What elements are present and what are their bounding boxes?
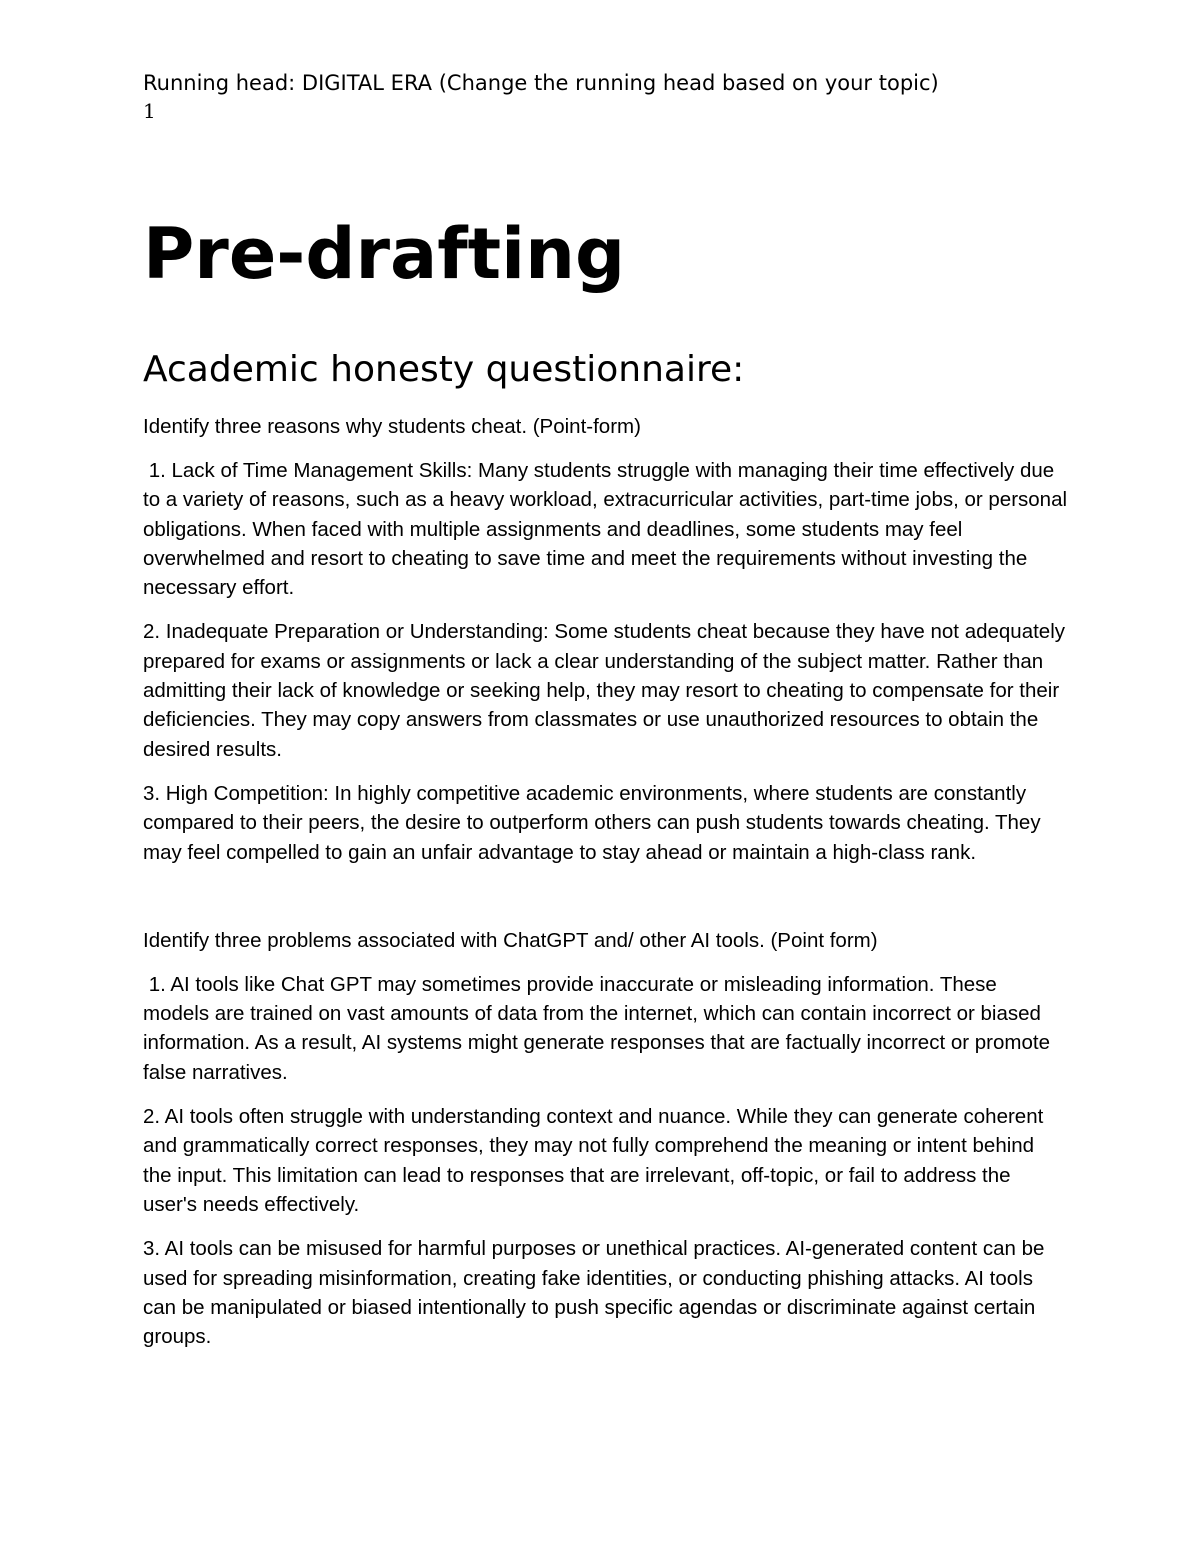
question-block-ai-problems (143, 926, 1068, 1352)
question-prompt: Identify three reasons why students cheat. (Point-form) (143, 415, 641, 438)
answer-paragraph: 3. AI tools can be misused for harmful purposes or unethical practices. AI-generated content can be used for spreading misinformation, creating fake identities, or conducting phishing attacks. AI tools can be manipulated or biased intentionally to push specific agendas or discriminate against certain groups. (143, 1237, 1045, 1349)
answer-paragraph: 1. AI tools like Chat GPT may sometimes provide inaccurate or misleading information. These models are trained on vast amounts of data from the internet, which can contain incorrect or biased information. As a result, AI systems might generate responses that are factually incorrect or promote false narratives. (143, 972, 1050, 1084)
question-prompt: Identify three problems associated with ChatGPT and/ other AI tools. (Point form) (143, 928, 878, 952)
answer-paragraph: 1. Lack of Time Management Skills: Many students struggle with managing their time effectively due to a variety of reasons, such as a heavy workload, extracurricular activities, part-time jobs, or personal obligations. When faced with multiple assignments and deadlines, some students may feel overwhelmed and resort to cheating to save time and meet the requirements without investing the necessary effort. (143, 459, 1068, 600)
document-title: Pre-drafting (143, 213, 626, 295)
question-block-cheating-reasons (143, 412, 1068, 867)
answer-paragraph: 2. AI tools often struggle with understanding context and nuance. While they can generate coherent and grammatically correct responses, they may not fully comprehend the meaning or intent behind the input. This limitation can lead to responses that are irrelevant, off-topic, or fail to address the user's needs effectively. (143, 1105, 1044, 1216)
running-head: Running head: DIGITAL ERA (Change the running head based on your topic) (143, 71, 939, 95)
document-body (143, 68, 1068, 1351)
section-heading: Academic honesty questionnaire: (143, 349, 745, 390)
answer-paragraph: 3. High Competition: In highly competitive academic environments, where students are constantly compared to their peers, the desire to outperform others can push students towards cheating. They may feel compelled to gain an unfair advantage to stay ahead or maintain a high-class rank. (143, 781, 1041, 864)
answer-paragraph: 2. Inadequate Preparation or Understanding: Some students cheat because they have not adequately prepared for exams or assignments or lack a clear understanding of the subject matter. Rather than admitting their lack of knowledge or seeking help, they may resort to cheating to compensate for their deficiencies. They may copy answers from classmates or use unauthorized resources to obtain the desired results. (143, 620, 1065, 761)
page-number: 1 (143, 99, 156, 123)
